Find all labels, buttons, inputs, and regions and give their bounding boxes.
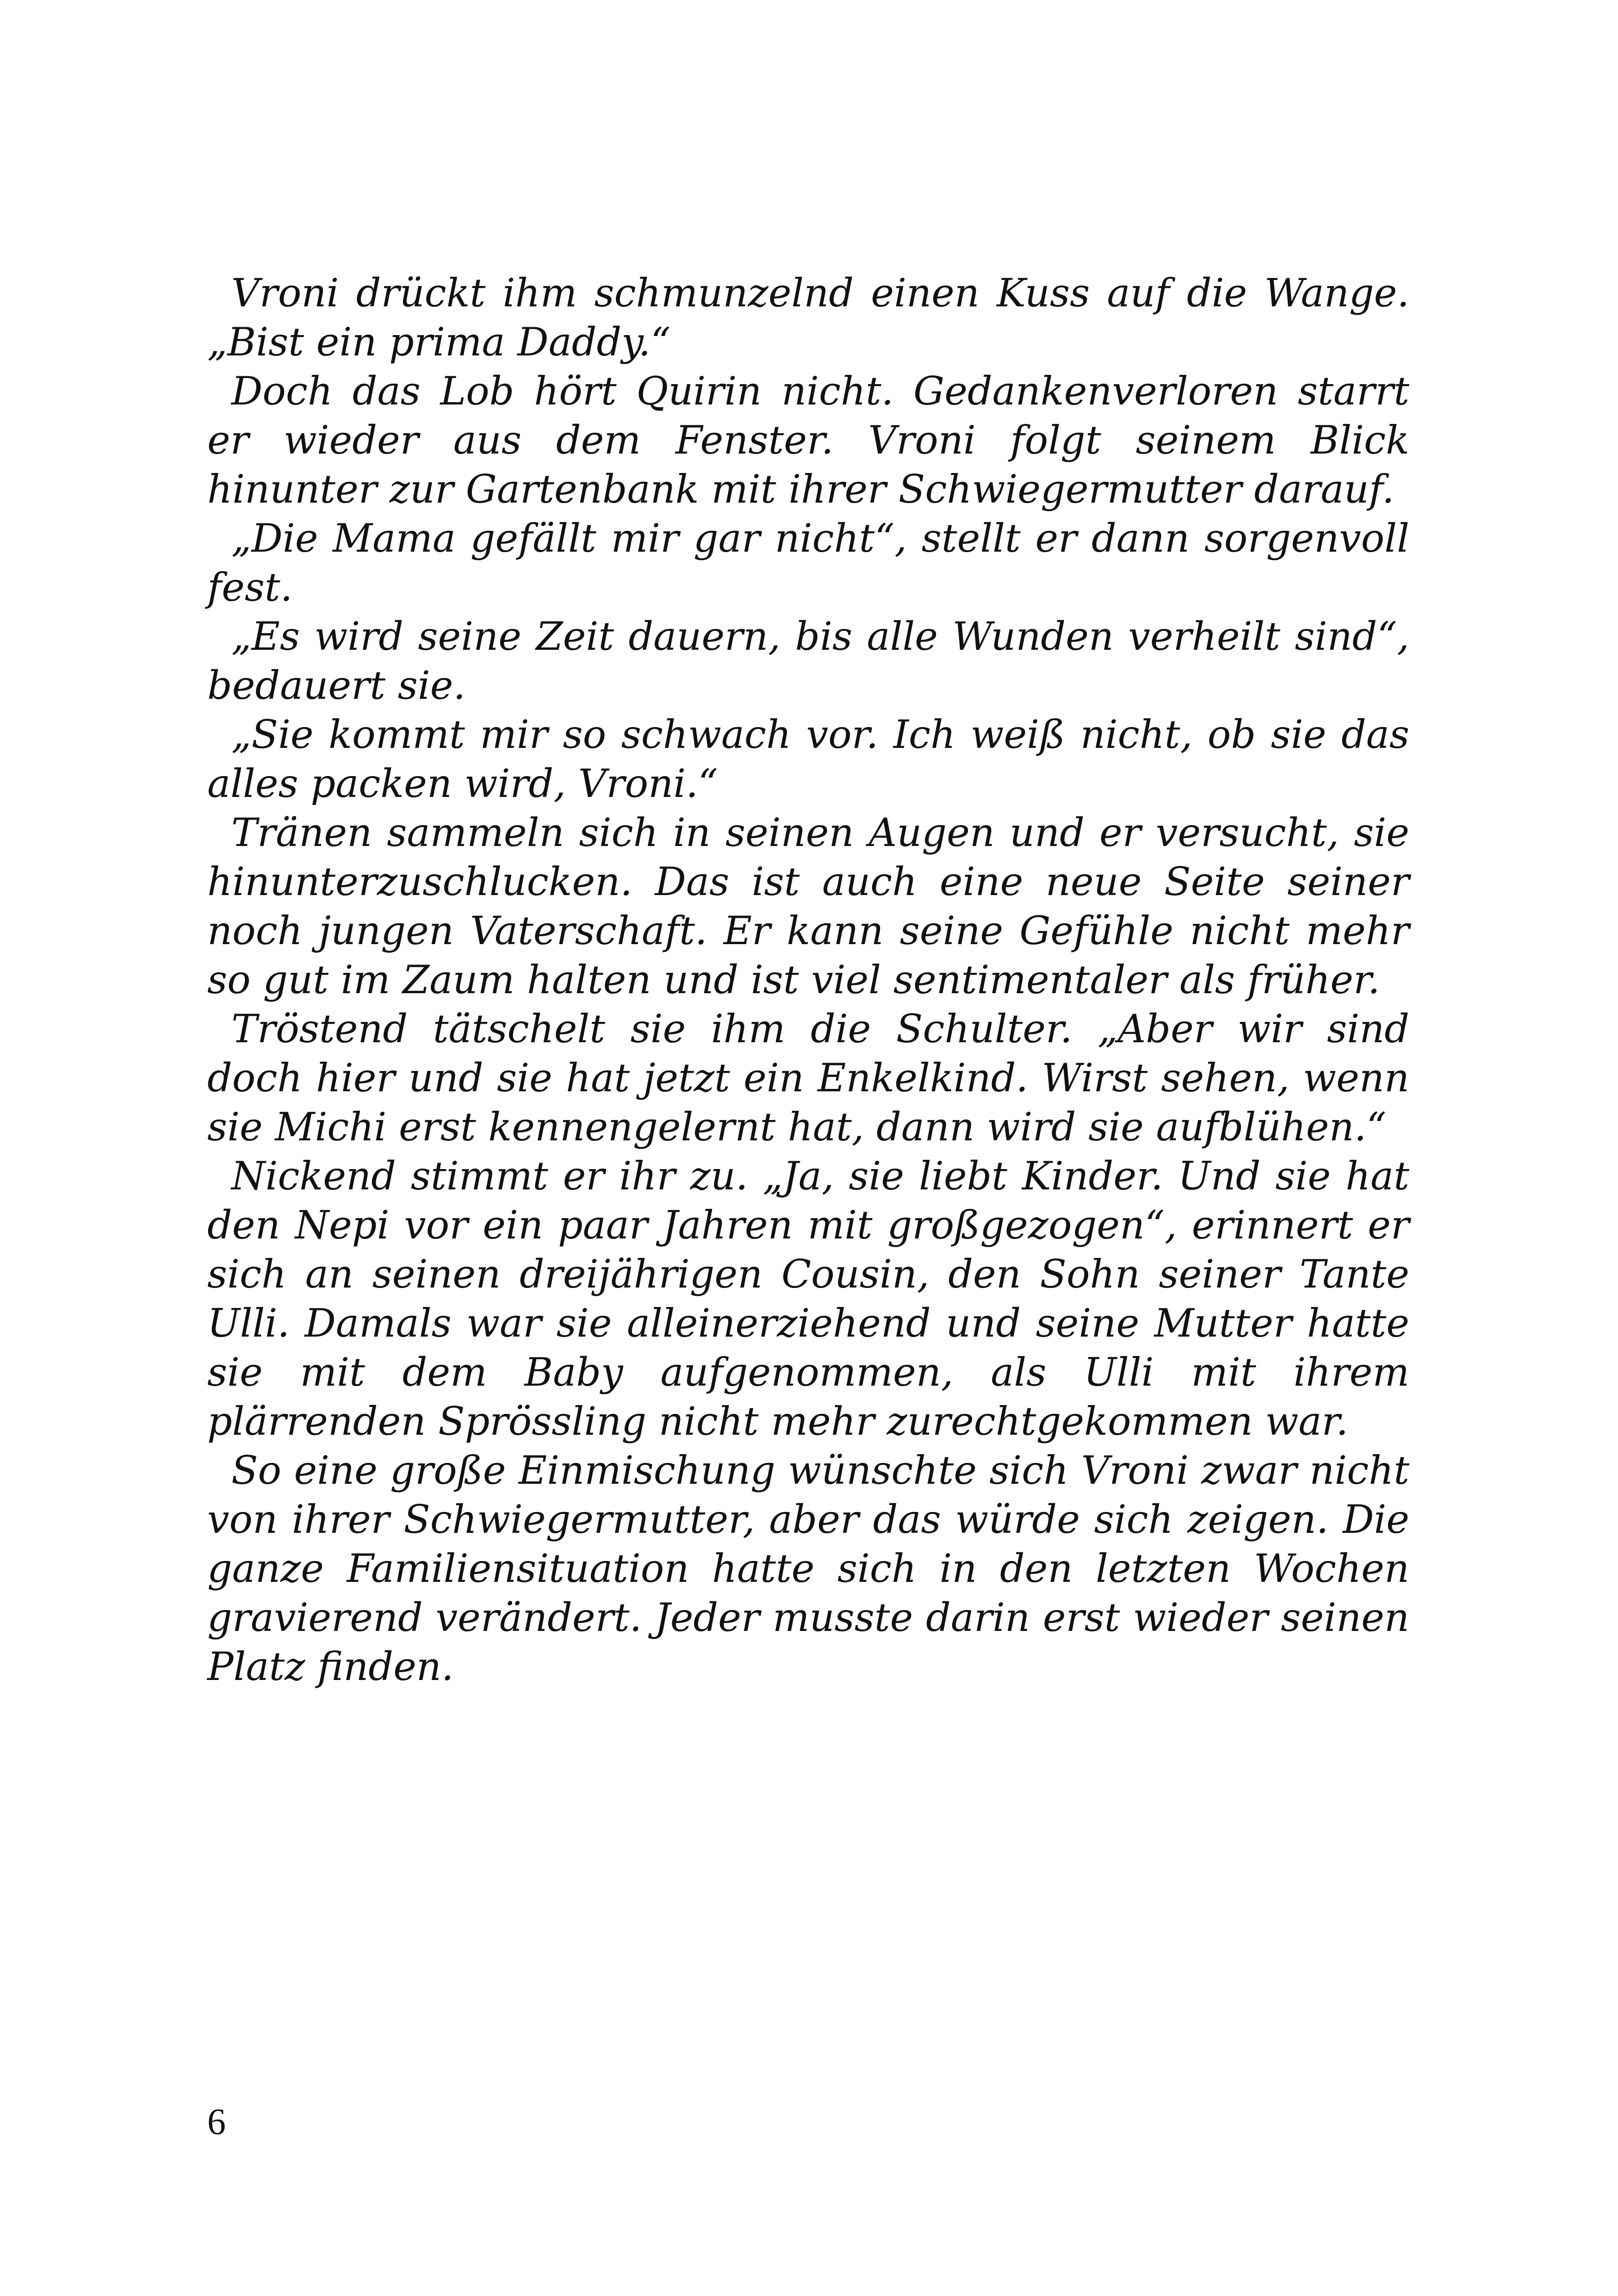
body-text bbox=[207, 268, 1409, 1691]
paragraph: Doch das Lob hört Quirin nicht. Gedankenverloren starrt er wieder aus dem Fenster. Vroni folgt seinem Blick hinunter zur Gartenbank mit ihrer Schwiegermutter darauf. bbox=[207, 368, 1409, 512]
paragraph: So eine große Einmischung wünschte sich Vroni zwar nicht von ihrer Schwiegermutter, aber das würde sich zeigen. Die ganze Familiensituation hatte sich in den letzten Wochen gravierend verändert. Jeder musste darin erst wieder seinen Platz finden. bbox=[207, 1448, 1409, 1689]
paragraph: Tränen sammeln sich in seinen Augen und er versucht, sie hinunterzuschlucken. Das ist auch eine neue Seite seiner noch jungen Vaterschaft. Er kann seine Gefühle nicht mehr so gut im Zaum halten und ist viel sentimentaler als früher. bbox=[207, 810, 1409, 1002]
page-number: 6 bbox=[207, 2102, 226, 2142]
paragraph: Vroni drückt ihm schmunzelnd einen Kuss auf die Wange. „Bist ein prima Daddy.“ bbox=[207, 270, 1409, 365]
paragraph: „Es wird seine Zeit dauern, bis alle Wunden verheilt sind“, bedauert sie. bbox=[207, 614, 1409, 708]
paragraph: „Sie kommt mir so schwach vor. Ich weiß nicht, ob sie das alles packen wird, Vroni.“ bbox=[207, 712, 1409, 806]
paragraph: Tröstend tätschelt sie ihm die Schulter. „Aber wir sind doch hier und sie hat jetzt ein Enkelkind. Wirst sehen, wenn sie Michi erst kennengelernt hat, dann wird sie aufblühen.“ bbox=[207, 1006, 1409, 1150]
paragraph: Nickend stimmt er ihr zu. „Ja, sie liebt Kinder. Und sie hat den Nepi vor ein paar Jahren mit großgezogen“, erinnert er sich an seinen dreijährigen Cousin, den Sohn seiner Tante Ulli. Damals war sie alleinerziehend und seine Mutter hatte sie mit dem Baby aufgenommen, als Ulli mit ihrem plärrenden Sprössling nicht mehr zurechtgekommen war. bbox=[207, 1153, 1409, 1444]
paragraph: „Die Mama gefällt mir gar nicht“, stellt er dann sorgenvoll fest. bbox=[207, 516, 1409, 610]
